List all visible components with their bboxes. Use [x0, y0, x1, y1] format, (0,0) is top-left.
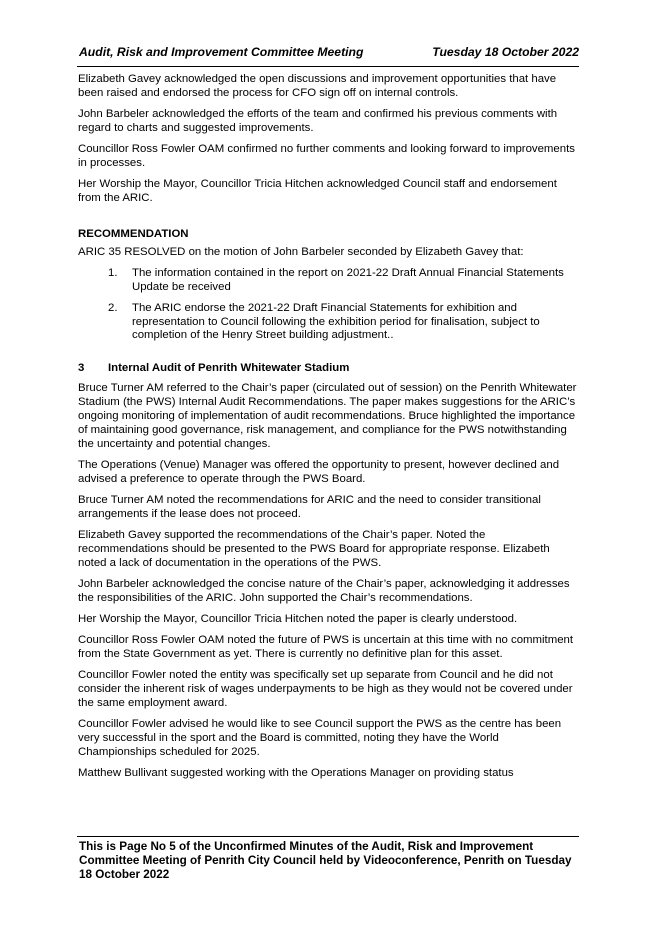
- section-number: 3: [78, 362, 85, 375]
- minutes-body: [78, 73, 578, 788]
- paragraph: Elizabeth Gavey supported the recommendations of the Chair’s paper. Noted the recommendations should be presented to the PWS Board for appropriate response. Elizabeth noted a lack of documentation in the operations of the PWS.: [78, 528, 550, 569]
- item-number: 1.: [108, 266, 118, 279]
- page-footer: This is Page No 5 of the Unconfirmed Minutes of the Audit, Risk and Improvement Committee Meeting of Penrith City Council held by Videoconference, Penrith on Tuesday 18 October 2022: [79, 840, 572, 882]
- item-number: 2.: [108, 301, 118, 314]
- recommendation-item: [78, 267, 578, 295]
- header-divider: [77, 66, 579, 67]
- meeting-date: Tuesday 18 October 2022: [432, 45, 579, 59]
- paragraph: John Barbeler acknowledged the efforts of the team and confirmed his previous comments with regard to charts and suggested improvements.: [78, 108, 558, 134]
- recommendation-list: [78, 267, 578, 344]
- item-text: The ARIC endorse the 2021-22 Draft Financial Statements for exhibition and representation to Council following the exhibition period for finalisation, subject to completion of the Henry Street building adjustment..: [132, 301, 540, 342]
- paragraph: Matthew Bullivant suggested working with the Operations Manager on providing status: [78, 766, 514, 779]
- paragraph: Elizabeth Gavey acknowledged the open discussions and improvement opportunities that have been raised and endorsed the process for CFO sign off on internal controls.: [78, 73, 557, 99]
- paragraph: Councillor Ross Fowler OAM confirmed no further comments and looking forward to improvements in processes.: [78, 143, 575, 169]
- resolution-text: ARIC 35 RESOLVED on the motion of John Barbeler seconded by Elizabeth Gavey that:: [78, 245, 524, 258]
- paragraph: Her Worship the Mayor, Councillor Tricia Hitchen acknowledged Council staff and endorsement from the ARIC.: [78, 178, 557, 204]
- paragraph: Councillor Fowler noted the entity was specifically set up separate from Council and he did not consider the inherent risk of wages underpayments to be high as they would not be covered under the same employment award.: [78, 668, 573, 709]
- footer-divider: [77, 836, 579, 837]
- paragraph: Bruce Turner AM referred to the Chair’s paper (circulated out of session) on the Penrith Whitewater Stadium (the PWS) Internal Audit Recommendations. The paper makes suggestions for the ARIC’s ongoing monitoring of implementation of audit recommendations. Bruce highlighted the importance of maintaining good governance, risk management, and compliance for the PWS notwithstanding the uncertainty and potential changes.: [78, 382, 577, 450]
- paragraph: Councillor Fowler advised he would like to see Council support the PWS as the centre has been very successful in the sport and the Board is committed, noting they have the World Championships scheduled for 2025.: [78, 717, 562, 758]
- section-heading: [78, 362, 578, 376]
- item-text: The information contained in the report on 2021-22 Draft Annual Financial Statements Update be received: [132, 266, 564, 293]
- recommendation-item: [78, 302, 578, 344]
- paragraph: Councillor Ross Fowler OAM noted the future of PWS is uncertain at this time with no commitment from the State Government as yet. There is currently no definitive plan for this asset.: [78, 633, 574, 660]
- section-title: Internal Audit of Penrith Whitewater Stadium: [108, 362, 350, 375]
- recommendation-heading: RECOMMENDATION: [78, 227, 189, 240]
- paragraph: The Operations (Venue) Manager was offered the opportunity to present, however declined and advised a preference to operate through the PWS Board.: [78, 458, 560, 485]
- paragraph: Her Worship the Mayor, Councillor Tricia Hitchen noted the paper is clearly understood.: [78, 612, 518, 625]
- paragraph: John Barbeler acknowledged the concise nature of the Chair’s paper, acknowledging it addresses the responsibilities of the ARIC. John supported the Chair’s recommendations.: [78, 577, 570, 604]
- paragraph: Bruce Turner AM noted the recommendations for ARIC and the need to consider transitional arrangements if the lease does not proceed.: [78, 493, 541, 520]
- meeting-title: Audit, Risk and Improvement Committee Meeting: [79, 45, 364, 59]
